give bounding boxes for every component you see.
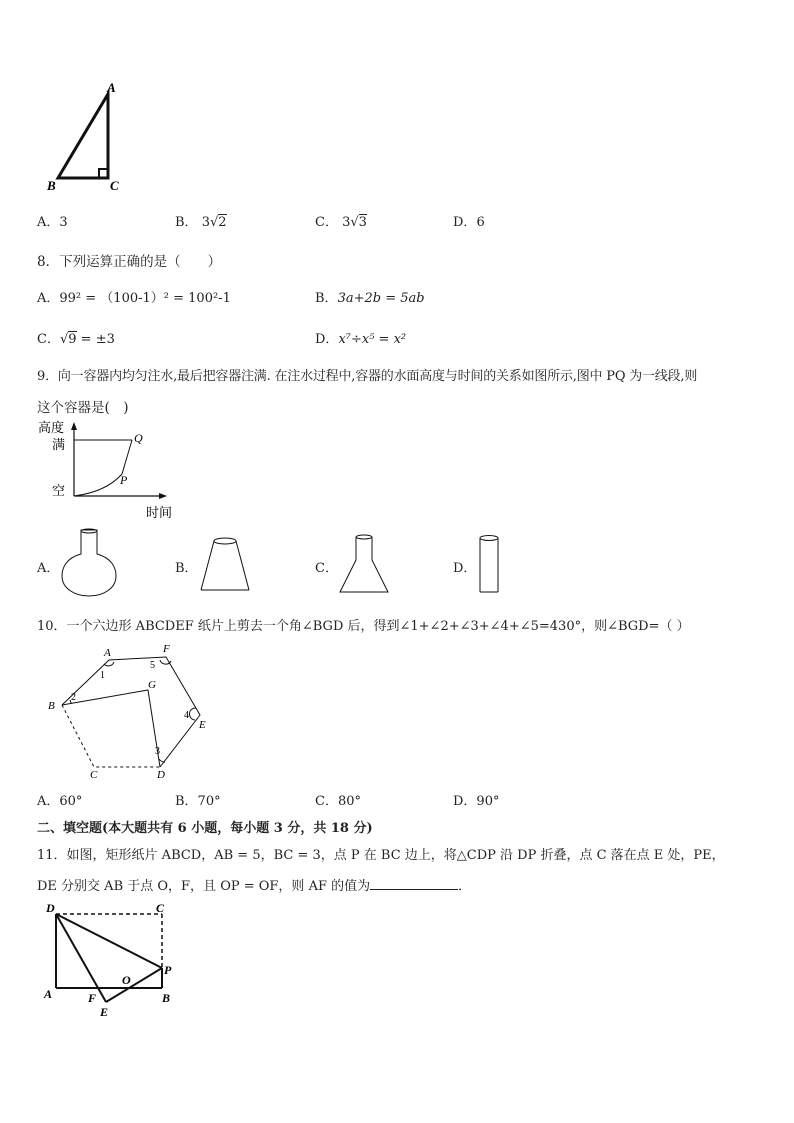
q9-option-b-letter: B． (175, 561, 198, 576)
q8-option-b: B．3a+2b = 5ab (315, 291, 425, 306)
q10-label-3: 3 (155, 746, 160, 757)
sqrt-icon: √ (350, 215, 359, 230)
q10-stem: 10．一个六边形 ABCDEF 纸片上剪去一个角∠BGD 后，得到∠1+∠2+∠3+∠4+∠5=430°，则∠BGD=（ ） (37, 619, 690, 634)
q9-option-a-letter: A． (37, 561, 60, 576)
q9-label-full: 满 (52, 438, 66, 453)
q10-label-D: D (157, 769, 165, 780)
section-heading-fill-in: 二、填空题(本大题共有 6 小题，每小题 3 分，共 18 分) (37, 821, 373, 836)
q10-option-d: D．90° (453, 794, 500, 809)
sqrt-icon: √ (59, 332, 69, 347)
q10-label-E: E (199, 719, 206, 731)
q9-option-d-letter: D． (453, 561, 477, 576)
q10-option-b: B．70° (175, 794, 221, 809)
answer-blank[interactable] (370, 877, 458, 890)
q9-label-empty: 空 (52, 484, 66, 499)
q8-option-d: D．x⁷÷x⁵ = x² (315, 332, 407, 347)
q9-stem-line1: 9．向一容器内均匀注水,最后把容器注满. 在注水过程中,容器的水面高度与时间的关系如图所示,图中 PQ 为一线段,则 (37, 369, 698, 384)
q9-label-P: P (120, 473, 128, 487)
q10-label-1: 1 (100, 670, 105, 681)
q11-label-E: E (100, 1005, 109, 1019)
q7-option-c: C． 3√3 (315, 215, 367, 230)
q10-option-a: A．60° (37, 794, 83, 809)
q8-option-a: A．99² = （100-1）² = 100²-1 (37, 291, 231, 306)
q8-option-c: C．√9 = ±3 (37, 332, 115, 347)
sqrt-icon: √ (209, 215, 219, 230)
q9-container-c-conical-flask (336, 532, 392, 596)
q10-option-c: C．80° (315, 794, 361, 809)
q11-stem-line1: 11．如图，矩形纸片 ABCD，AB = 5，BC = 3，点 P 在 BC 边上，将△CDP 沿 DP 折叠，点 C 落在点 E 处，PE， (37, 848, 725, 863)
q9-container-d-cylinder (476, 532, 502, 596)
q9-stem-line2: 这个容器是( ) (37, 400, 129, 416)
q9-label-xlabel: 时间 (146, 506, 173, 521)
q10-label-B: B (48, 700, 55, 712)
q11-label-O: O (122, 973, 131, 987)
q9-container-b-frustum (198, 536, 252, 594)
q10-label-4: 4 (184, 710, 189, 721)
q7-label-C: C (110, 178, 119, 193)
q9-label-Q: Q (134, 431, 143, 445)
q7-option-d: D．6 (453, 215, 485, 230)
q7-label-A: A (107, 80, 116, 95)
q9-container-a-flask (60, 528, 118, 598)
q11-label-A: A (44, 987, 53, 1001)
q10-hexagon-figure (44, 640, 214, 780)
q9-label-ylabel: 高度 (38, 421, 65, 436)
q10-label-5: 5 (150, 660, 155, 671)
q8-stem: 8．下列运算正确的是（ ） (37, 254, 222, 270)
q9-option-c-letter: C． (315, 561, 338, 576)
q7-label-B: B (47, 178, 56, 193)
q11-label-C: C (156, 901, 165, 915)
q10-label-C: C (90, 769, 98, 780)
q7-option-b: B． 3√2 (175, 215, 227, 230)
q10-label-A: A (104, 647, 111, 659)
q10-label-G: G (148, 679, 156, 691)
q10-label-2: 2 (71, 692, 76, 703)
q7-option-a: A．3 (37, 215, 68, 230)
q11-stem-line2: DE 分别交 AB 于点 O，F，且 OP = OF，则 AF 的值为 ． (37, 879, 472, 894)
q11-label-P: P (164, 963, 172, 977)
q11-label-B: B (162, 991, 171, 1005)
q7-triangle-figure (44, 80, 134, 196)
q11-label-F: F (88, 991, 97, 1005)
q11-label-D: D (46, 901, 55, 915)
q10-label-F: F (163, 643, 170, 655)
q9-height-time-graph (36, 418, 186, 524)
q11-rectangle-fold-figure (40, 898, 190, 1022)
